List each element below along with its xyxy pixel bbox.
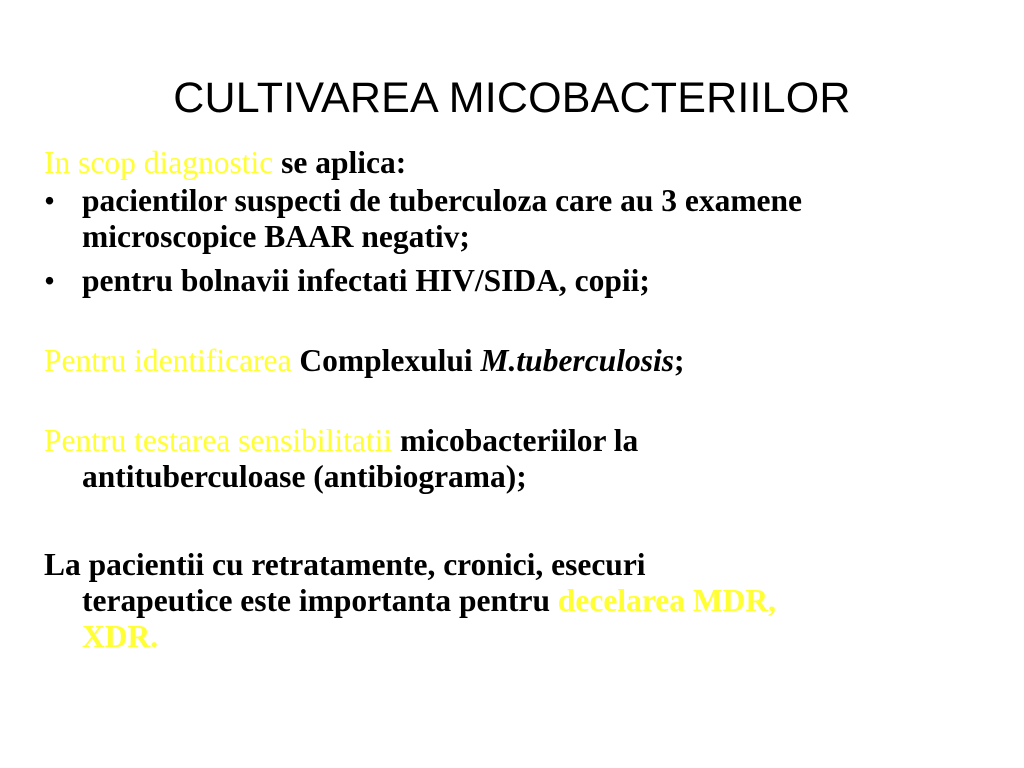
patients-text-line1: La pacientii cu retratamente, cronici, esecuri <box>44 547 646 582</box>
patients-text-line2: terapeutice este importanta pentru <box>82 583 558 618</box>
identification-species: M.tuberculosis <box>480 343 674 378</box>
bullet-icon: • <box>44 263 56 298</box>
identification-paragraph <box>44 343 1014 379</box>
sensitivity-text-line2: antituberculoase (antibiograma); <box>82 459 527 494</box>
intro-paragraph <box>44 145 1014 181</box>
identification-text: Complexului <box>291 343 481 378</box>
bullet-item-suspect-patients <box>44 183 1014 255</box>
identification-highlight: Pentru identificarea <box>44 343 292 378</box>
bullet-text-line1: pacientilor suspecti de tuberculoza care au 3 examene <box>82 183 803 218</box>
intro-highlight: In scop diagnostic <box>44 145 274 180</box>
sensitivity-highlight: Pentru testarea sensibilitatii <box>44 423 393 458</box>
bullet-text-line2: microscopice BAAR negativ; <box>82 219 470 254</box>
sensitivity-text-line1: micobacteriilor la <box>392 423 639 458</box>
bullet-text: pentru bolnavii infectati HIV/SIDA, copii; <box>82 263 650 298</box>
bullet-item-hiv <box>44 263 1014 299</box>
sensitivity-paragraph <box>44 423 1014 495</box>
intro-text: se aplica: <box>273 145 407 180</box>
slide-title: CULTIVAREA MICOBACTERIILOR <box>173 74 851 122</box>
slide-body <box>44 145 1014 655</box>
patients-highlight: decelarea MDR, <box>557 583 776 618</box>
identification-end: ; <box>673 343 685 378</box>
patients-paragraph <box>44 547 1014 655</box>
patients-highlight-line3: XDR. <box>82 619 159 654</box>
bullet-icon: • <box>44 183 56 218</box>
